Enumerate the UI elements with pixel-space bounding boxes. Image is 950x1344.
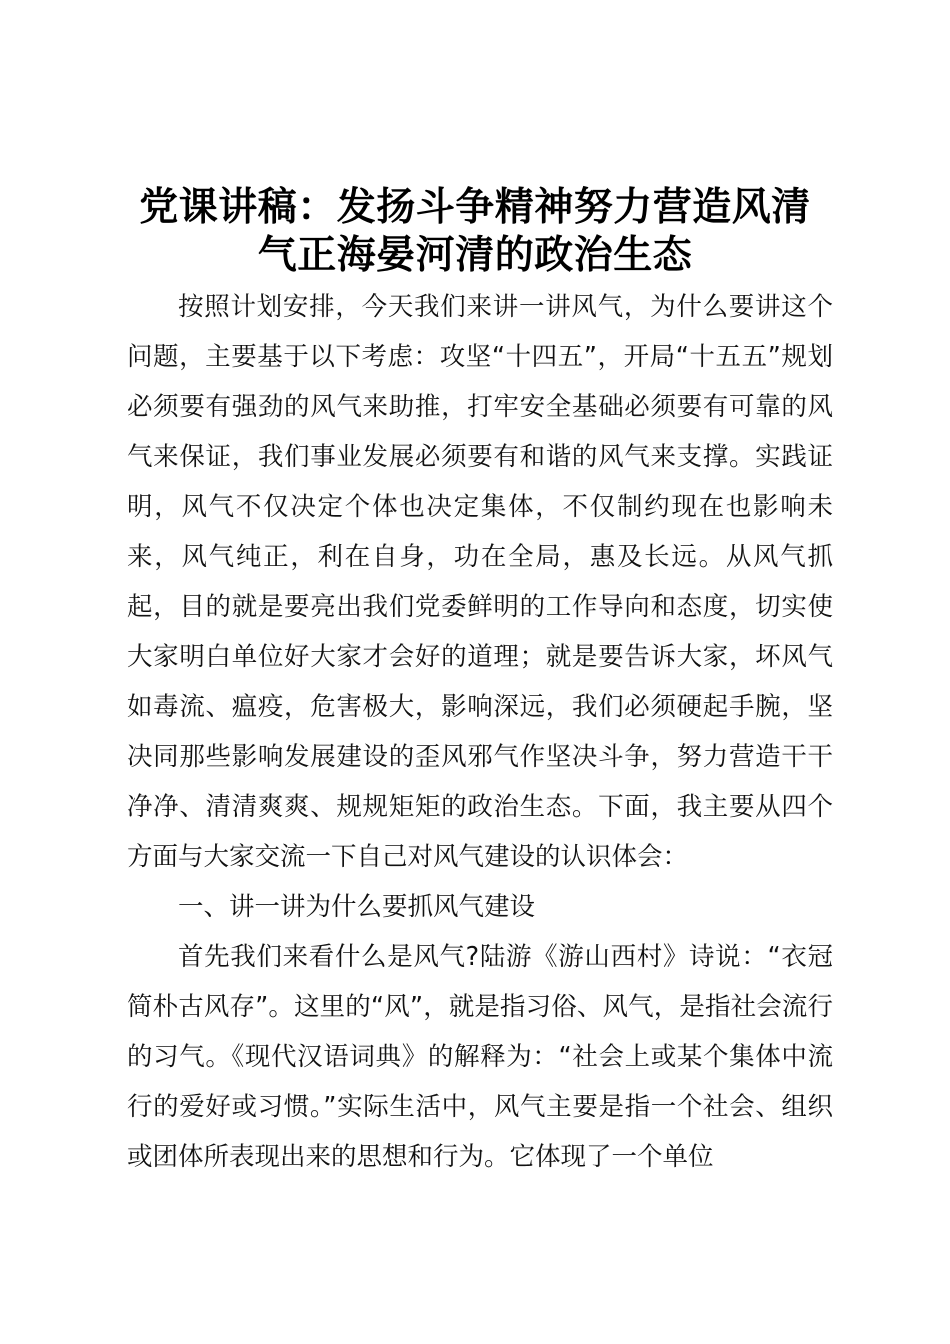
intro-paragraph: 按照计划安排，今天我们来讲一讲风气，为什么要讲这个问题，主要基于以下考虑：攻坚“十四五”，开局“十五五”规划必须要有强劲的风气来助推，打牢安全基础必须要有可靠的风气来保证，我们事业发展必须要有和谐的风气来支撑。实践证明，风气不仅决定个体也决定集体，不仅制约现在也影响未来，风气纯正，利在自身，功在全局，惠及长远。从风气抓起，目的就是要亮出我们党委鲜明的工作导向和态度，切实使大家明白单位好大家才会好的道理；就是要告诉大家，坏风气如毒流、瘟疫，危害极大，影响深远，我们必须硬起手腕，坚决同那些影响发展建设的歪风邪气作坚决斗争，努力营造干干净净、清清爽爽、规规矩矩的政治生态。下面，我主要从四个方面与大家交流一下自己对风气建设的认识体会： xyxy=(127,292,833,872)
body-paragraph: 首先我们来看什么是风气?陆游《游山西村》诗说：“衣冠简朴古风存”。这里的“风”，就是指习俗、风气，是指社会流行的习气。《现代汉语词典》的解释为：“社会上或某个集体中流行的爱好或习惯。”实际生活中，风气主要是指一个社会、组织或团体所表现出来的思想和行为。它体现了一个单位 xyxy=(127,942,833,1172)
title-line-1: 党课讲稿：发扬斗争精神努力营造风清 xyxy=(139,184,811,230)
section-heading: 一、讲一讲为什么要抓风气建设 xyxy=(178,892,536,922)
title-line-2: 气正海晏河清的政治生态 xyxy=(257,232,693,278)
document-body xyxy=(127,282,833,1182)
document-title xyxy=(100,183,850,279)
